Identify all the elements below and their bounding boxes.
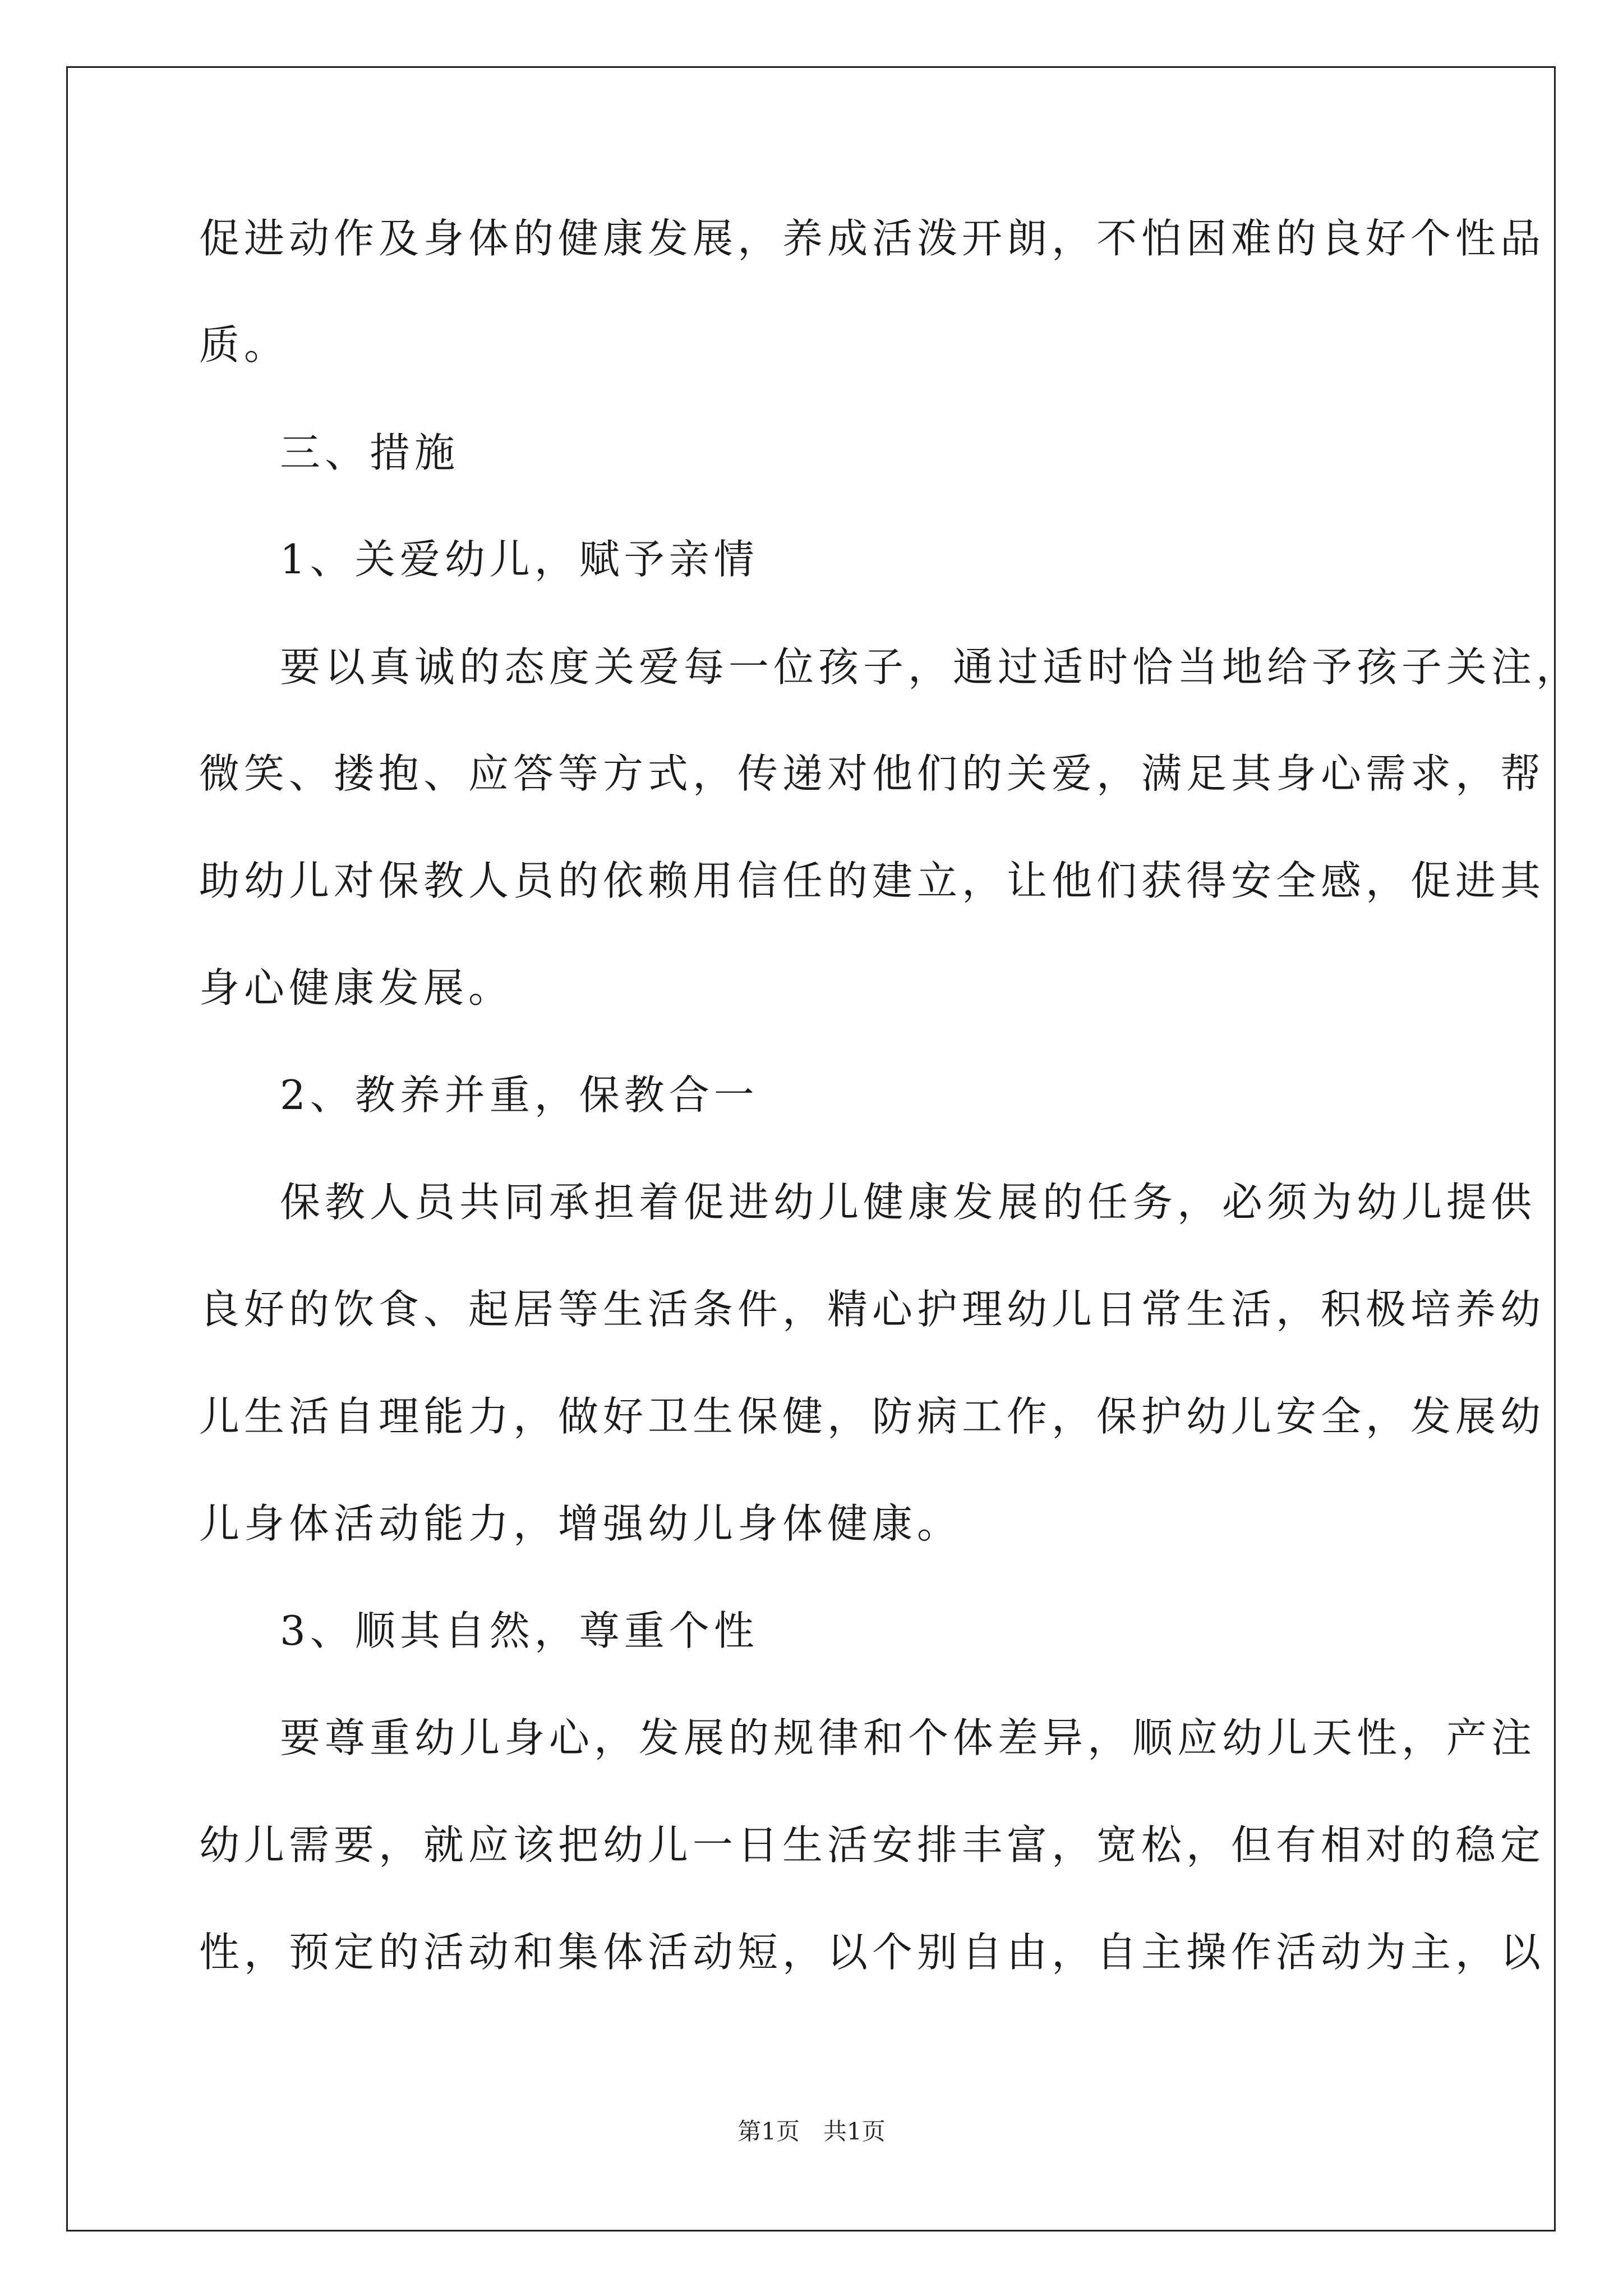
paragraph-line: 促进动作及身体的健康发展，养成活泼开朗，不怕困难的良好个性品 bbox=[199, 215, 1546, 262]
paragraph-line: 儿身体活动能力，增强幼儿身体健康。 bbox=[199, 1500, 962, 1547]
paragraph-line: 要尊重幼儿身心，发展的规律和个体差异，顺应幼儿天性，产注 bbox=[280, 1714, 1537, 1761]
page-number-footer: 第1页 共1页 bbox=[737, 2118, 886, 2145]
paragraph-line: 身心健康发展。 bbox=[199, 964, 514, 1011]
paragraph-line: 保教人员共同承担着促进幼儿健康发展的任务，必须为幼儿提供 bbox=[280, 1179, 1537, 1226]
paragraph-line: 儿生活自理能力，做好卫生保健，防病工作，保护幼儿安全，发展幼 bbox=[199, 1393, 1546, 1440]
paragraph-line: 微笑、搂抱、应答等方式，传递对他们的关爱，满足其身心需求，帮 bbox=[199, 750, 1546, 797]
section-heading: 三、措施 bbox=[280, 429, 460, 476]
page-border bbox=[66, 66, 1556, 2231]
paragraph-line: 良好的饮食、起居等生活条件，精心护理幼儿日常生活，积极培养幼 bbox=[199, 1286, 1546, 1333]
paragraph-line: 助幼儿对保教人员的依赖用信任的建立，让他们获得安全感，促进其 bbox=[199, 857, 1546, 904]
subsection-heading: 2、教养并重，保教合一 bbox=[280, 1071, 759, 1119]
paragraph-line: 性，预定的活动和集体活动短，以个别自由，自主操作活动为主，以 bbox=[199, 1929, 1546, 1976]
paragraph-line: 质。 bbox=[199, 321, 289, 369]
subsection-heading: 1、关爱幼儿，赋予亲情 bbox=[280, 536, 759, 583]
paragraph-line: 幼儿需要，就应该把幼儿一日生活安排丰富，宽松，但有相对的稳定 bbox=[199, 1821, 1546, 1869]
paragraph-line: 要以真诚的态度关爱每一位孩子，通过适时恰当地给予孩子关注， bbox=[280, 643, 1581, 691]
subsection-heading: 3、顺其自然，尊重个性 bbox=[280, 1607, 759, 1654]
